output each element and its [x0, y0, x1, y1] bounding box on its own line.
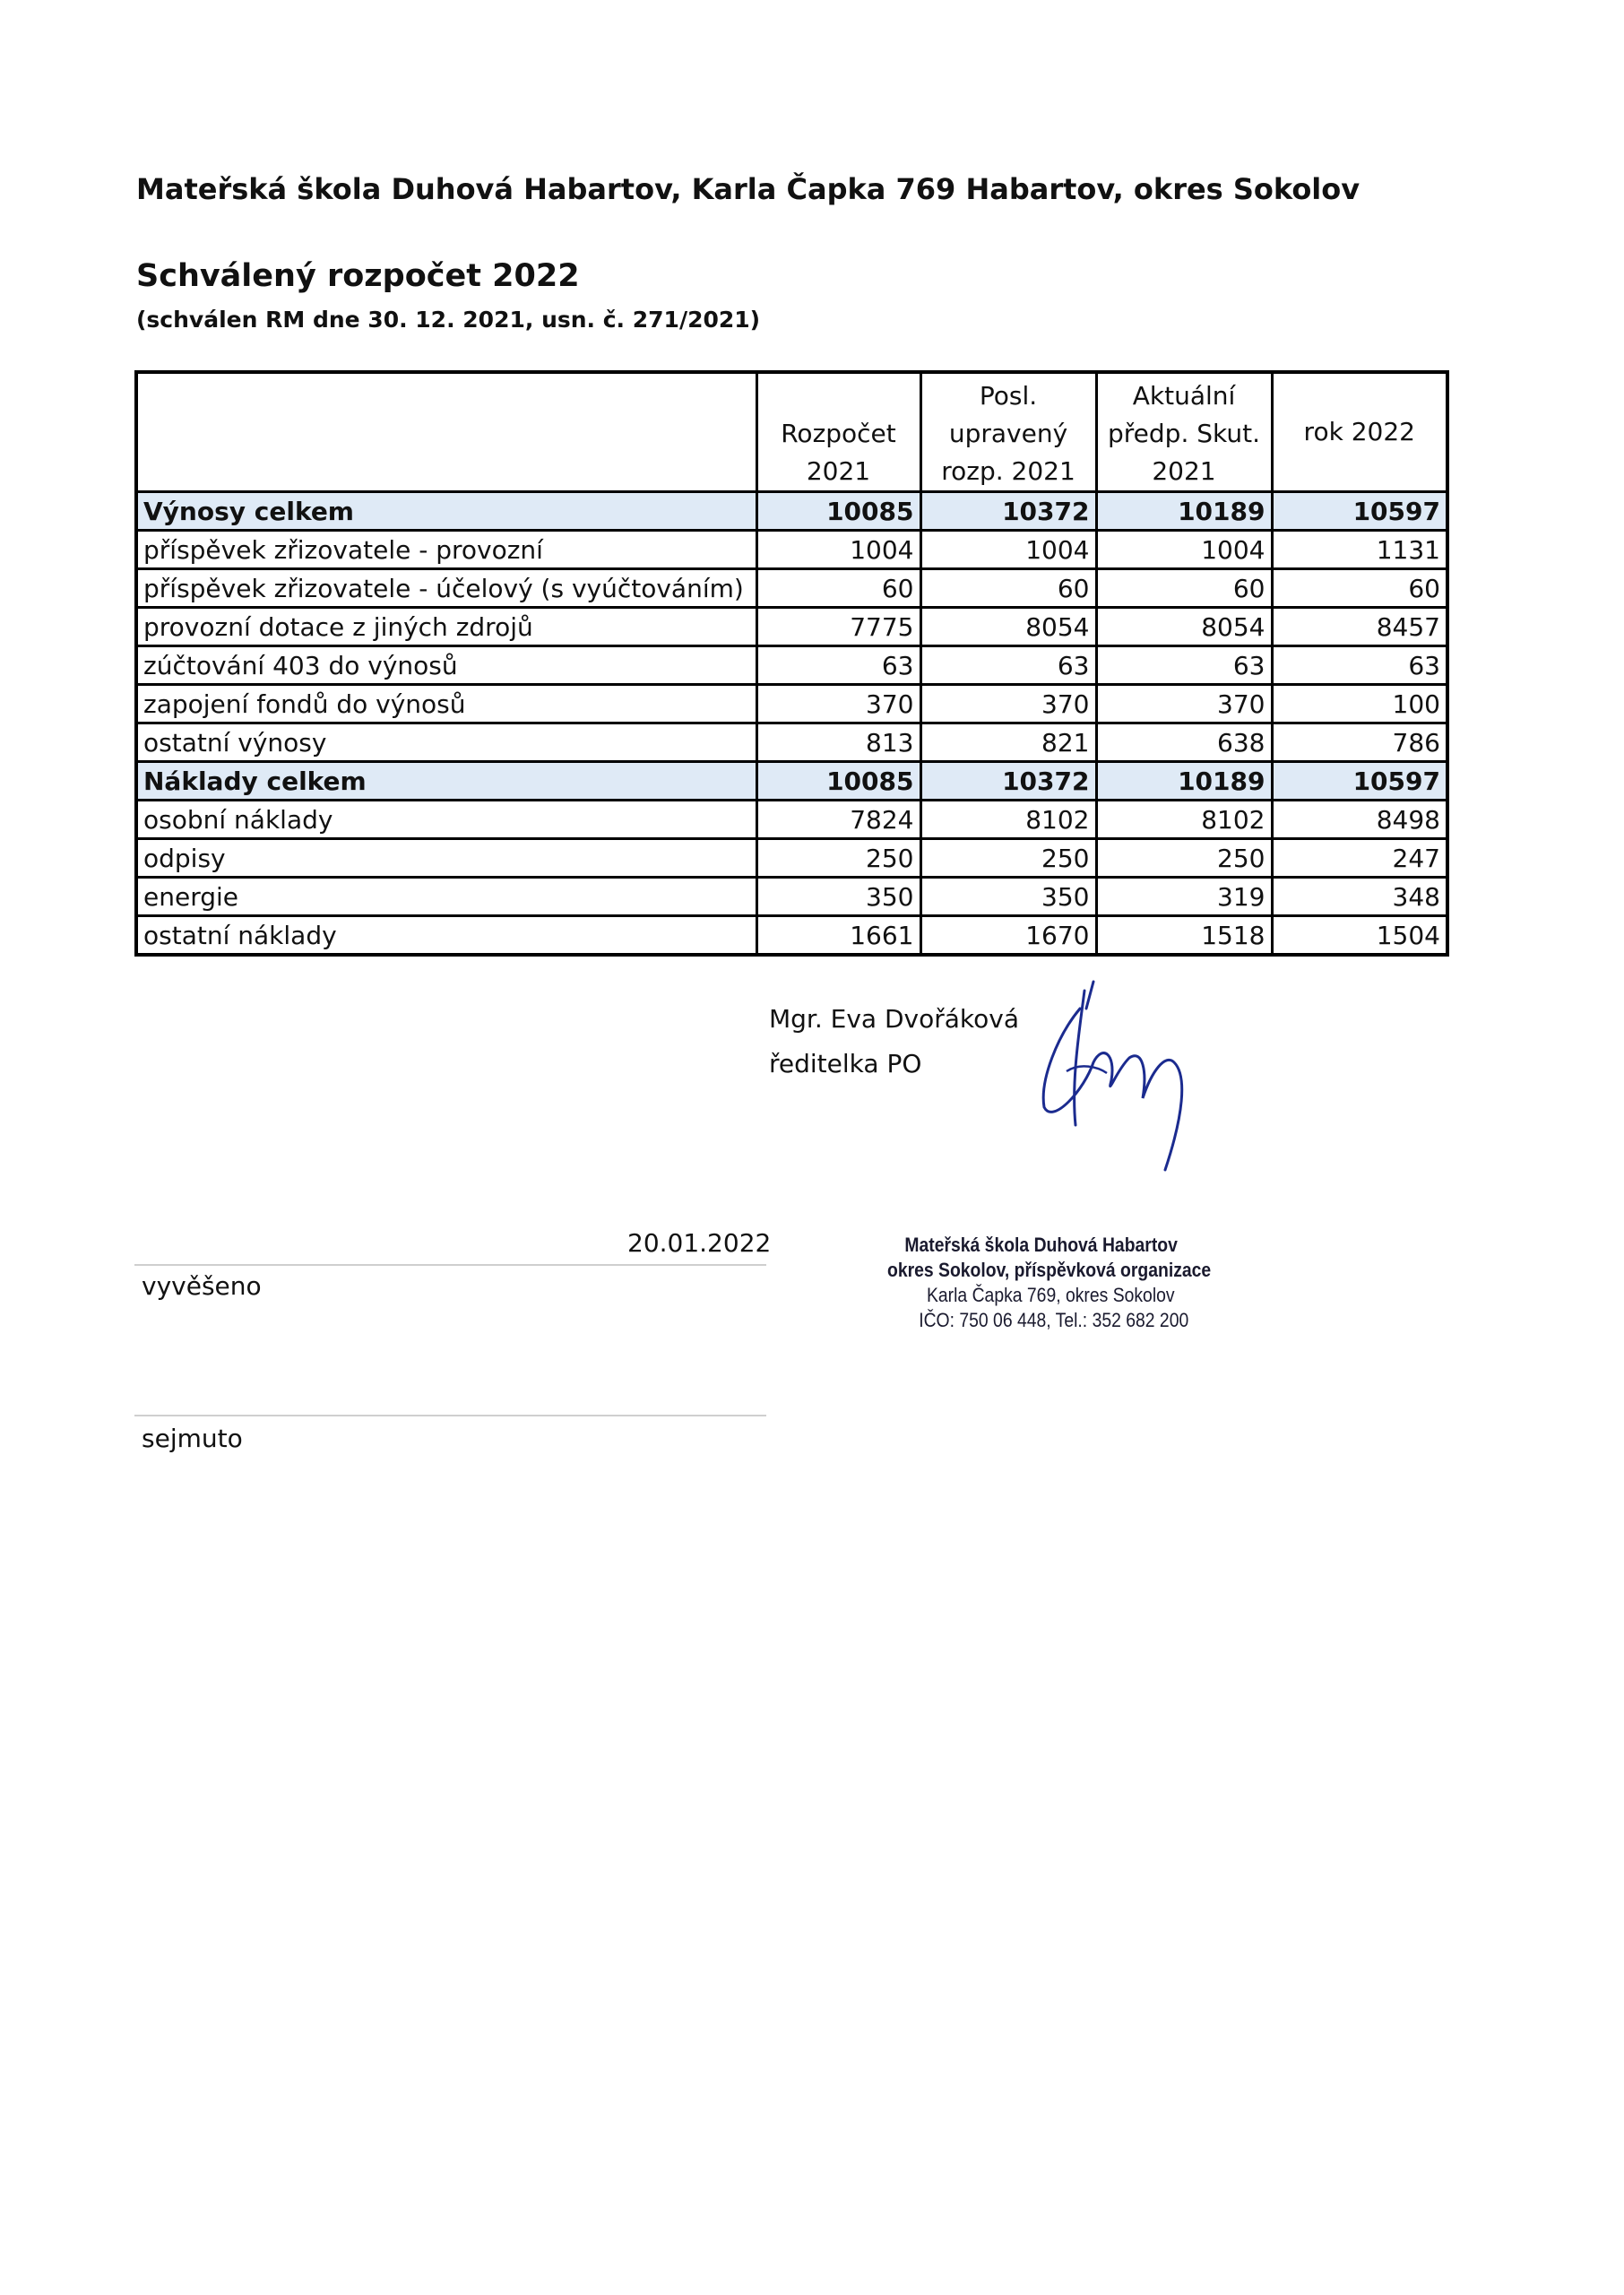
organization-stamp	[887, 1233, 1219, 1333]
budget-table	[134, 370, 1449, 957]
table-row	[136, 685, 1447, 723]
row-value: 8102	[1096, 801, 1272, 839]
row-label: Náklady celkem	[136, 762, 756, 801]
row-value: 319	[1096, 878, 1272, 916]
row-value: 350	[756, 878, 920, 916]
row-value: 7775	[756, 608, 920, 646]
table-row	[136, 531, 1447, 569]
removed-divider	[134, 1415, 766, 1416]
table-row	[136, 916, 1447, 956]
stamp-line-2: okres Sokolov, příspěvková organizace	[887, 1259, 1212, 1281]
posted-label: vyvěšeno	[142, 1271, 262, 1301]
total-row	[136, 492, 1447, 531]
row-value: 1518	[1096, 916, 1272, 956]
row-value: 8054	[920, 608, 1096, 646]
row-value: 1504	[1272, 916, 1447, 956]
total-row	[136, 762, 1447, 801]
row-value: 250	[1096, 839, 1272, 878]
row-label: Výnosy celkem	[136, 492, 756, 531]
row-value: 1131	[1272, 531, 1447, 569]
row-value: 10372	[920, 762, 1096, 801]
row-value: 7824	[756, 801, 920, 839]
row-value: 250	[920, 839, 1096, 878]
header-label	[136, 372, 756, 492]
row-value: 247	[1272, 839, 1447, 878]
table-row	[136, 569, 1447, 608]
row-value: 100	[1272, 685, 1447, 723]
row-value: 63	[1272, 646, 1447, 685]
row-value: 8457	[1272, 608, 1447, 646]
row-value: 370	[756, 685, 920, 723]
row-value: 60	[1272, 569, 1447, 608]
row-value: 813	[756, 723, 920, 762]
row-value: 63	[920, 646, 1096, 685]
row-label: příspěvek zřizovatele - účelový (s vyúčtováním)	[136, 569, 756, 608]
row-value: 10085	[756, 762, 920, 801]
table-row	[136, 801, 1447, 839]
row-value: 10189	[1096, 762, 1272, 801]
row-value: 10085	[756, 492, 920, 531]
row-value: 8498	[1272, 801, 1447, 839]
row-value: 8054	[1096, 608, 1272, 646]
page-title: Schválený rozpočet 2022	[136, 258, 580, 294]
stamp-line-3: Karla Čapka 769, okres Sokolov	[927, 1284, 1175, 1306]
row-value: 10372	[920, 492, 1096, 531]
row-value: 350	[920, 878, 1096, 916]
row-value: 370	[1096, 685, 1272, 723]
table-row	[136, 723, 1447, 762]
row-value: 63	[756, 646, 920, 685]
approval-note: (schválen RM dne 30. 12. 2021, usn. č. 271/2021)	[136, 307, 761, 333]
row-value: 821	[920, 723, 1096, 762]
school-header: Mateřská škola Duhová Habartov, Karla Čapka 769 Habartov, okres Sokolov	[136, 172, 1361, 206]
row-value: 10597	[1272, 492, 1447, 531]
row-value: 1004	[920, 531, 1096, 569]
table-row	[136, 608, 1447, 646]
removed-label: sejmuto	[142, 1424, 243, 1453]
row-value: 8102	[920, 801, 1096, 839]
signer-name: Mgr. Eva Dvořáková	[769, 1004, 1020, 1034]
row-label: ostatní výnosy	[136, 723, 756, 762]
row-label: zapojení fondů do výnosů	[136, 685, 756, 723]
stamp-line-1: Mateřská škola Duhová Habartov	[904, 1234, 1178, 1256]
row-value: 60	[1096, 569, 1272, 608]
row-value: 1661	[756, 916, 920, 956]
row-label: ostatní náklady	[136, 916, 756, 956]
header-year-2022: rok 2022	[1272, 372, 1447, 492]
signer-block	[769, 997, 1019, 1087]
row-value: 10597	[1272, 762, 1447, 801]
table-header-row	[136, 372, 1447, 492]
header-budget-2021: Rozpočet 2021	[756, 372, 920, 492]
table-row	[136, 646, 1447, 685]
row-value: 348	[1272, 878, 1447, 916]
row-label: zúčtování 403 do výnosů	[136, 646, 756, 685]
row-value: 63	[1096, 646, 1272, 685]
header-actual-2021: Aktuální předp. Skut. 2021	[1096, 372, 1272, 492]
table-row	[136, 878, 1447, 916]
budget-table-body	[136, 492, 1447, 956]
row-label: příspěvek zřizovatele - provozní	[136, 531, 756, 569]
row-value: 786	[1272, 723, 1447, 762]
signer-role: ředitelka PO	[769, 1049, 922, 1078]
row-value: 1670	[920, 916, 1096, 956]
row-value: 638	[1096, 723, 1272, 762]
handwritten-signature	[1031, 973, 1246, 1206]
row-value: 250	[756, 839, 920, 878]
row-value: 1004	[756, 531, 920, 569]
header-adjusted-2021: Posl. upravený rozp. 2021	[920, 372, 1096, 492]
row-value: 10189	[1096, 492, 1272, 531]
row-label: provozní dotace z jiných zdrojů	[136, 608, 756, 646]
row-label: odpisy	[136, 839, 756, 878]
row-label: osobní náklady	[136, 801, 756, 839]
stamp-line-4: IČO: 750 06 448, Tel.: 352 682 200	[919, 1309, 1189, 1331]
row-label: energie	[136, 878, 756, 916]
row-value: 1004	[1096, 531, 1272, 569]
row-value: 60	[756, 569, 920, 608]
row-value: 370	[920, 685, 1096, 723]
posted-date: 20.01.2022	[627, 1228, 772, 1258]
table-row	[136, 839, 1447, 878]
row-value: 60	[920, 569, 1096, 608]
posted-divider	[134, 1264, 766, 1266]
